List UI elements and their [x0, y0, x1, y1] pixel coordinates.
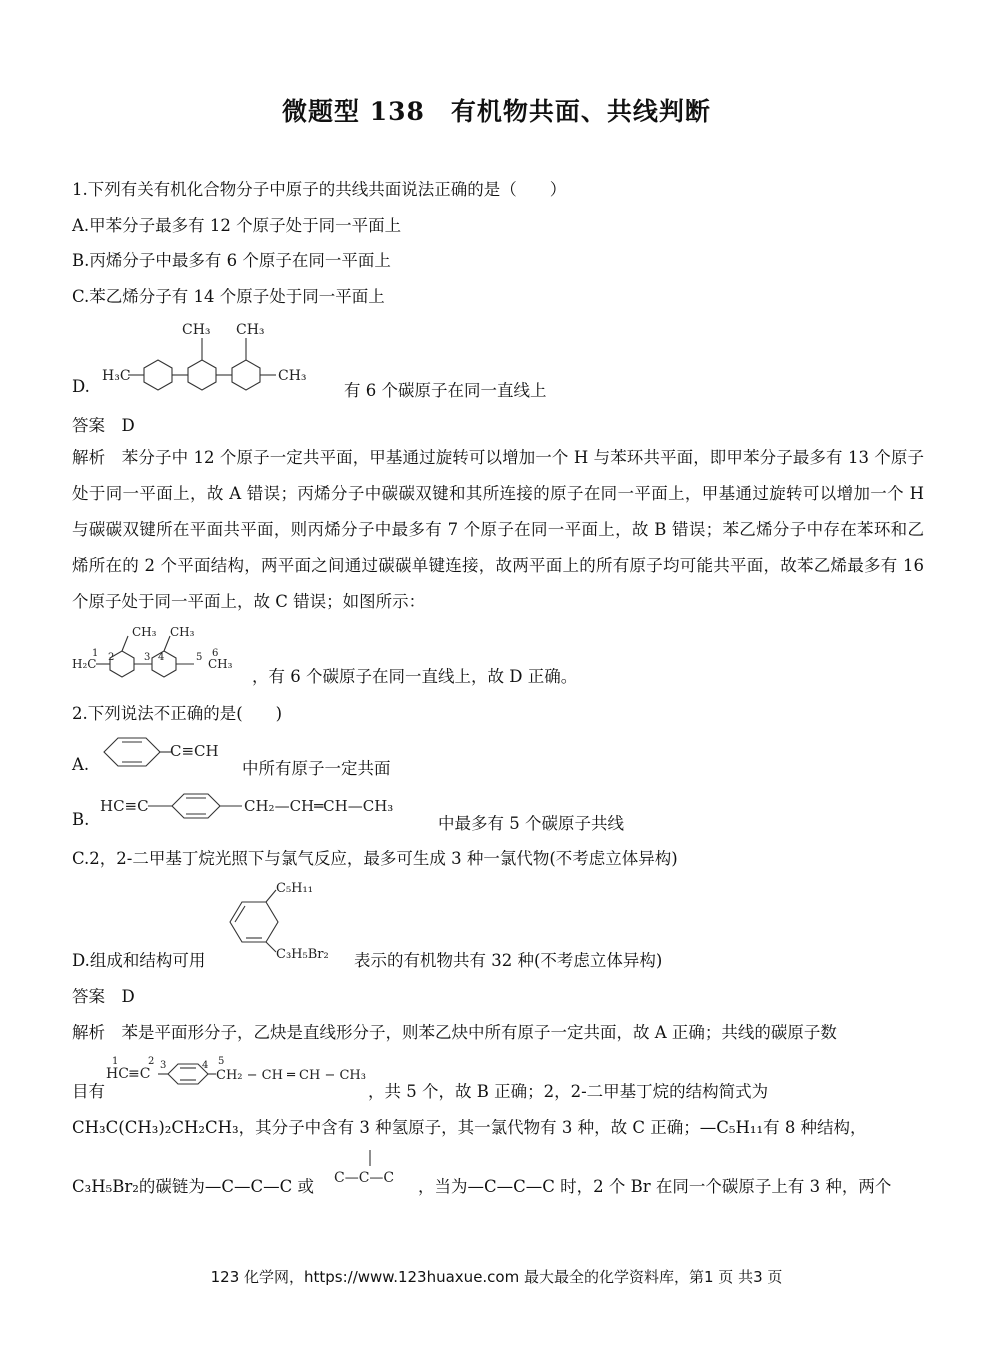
c3h5br2-label: C₃H₅Br₂ — [276, 947, 329, 962]
ans-num-2: 2 — [148, 1056, 155, 1067]
q2-analysis-line1: 解析 苯是平面形分子，乙炔是直线形分子，则苯乙炔中所有原子一定共面，故 A 正确；共线的碳原子数 — [72, 1023, 837, 1042]
q1-option-d-label: D. — [72, 377, 90, 396]
ch3-end-label: CH₃ — [208, 657, 233, 671]
q2-option-c: C.2，2-二甲基丁烷光照下与氯气反应，最多可生成 3 种一氯代物(不考虑立体异构) — [72, 849, 678, 868]
q2-answer: 答案 D — [72, 987, 135, 1006]
hc-triple-c-label: HC≡C — [100, 797, 149, 815]
q2-analysis-line2-pre: 目有 — [72, 1082, 105, 1101]
ch3-top-left: CH₃ — [132, 625, 157, 639]
q2-option-d-text: 表示的有机物共有 32 种(不考虑立体异构) — [354, 951, 663, 970]
q2-stem: 2.下列说法不正确的是( ) — [72, 704, 283, 723]
ch3-label-right: CH₃ — [236, 322, 265, 338]
ans-num-1: 1 — [112, 1056, 119, 1067]
q1-stem: 1.下列有关有机化合物分子中原子的共线共面说法正确的是（ ） — [72, 180, 567, 199]
q1-analysis-structure — [72, 622, 252, 680]
ans-hc-label: HC — [106, 1066, 129, 1082]
ans-num-4: 4 — [202, 1060, 209, 1071]
q1-option-d-text: 有 6 个碳原子在同一直线上 — [344, 381, 547, 400]
num-6: 6 — [212, 648, 219, 659]
ans-chain-label: CH₂ − CH ═ CH − CH₃ — [216, 1068, 366, 1083]
q1-analysis: 解析 苯分子中 12 个原子一定共平面，甲基通过旋转可以增加一个 H 与苯环共平面，即甲苯分子最多有 13 个原子处于同一平面上，故 A 错误；丙烯分子中碳碳双键和其所连接的原子在同一平面上，甲基通过旋转可以增加一个 H 与碳碳双键所在平面共平面，则丙烯分子中最多有 7 个原子在同一平面上，故 B 错误；苯乙烯分子中存在苯环和乙烯所在的 2 个平面结构，两平面之间通过碳碳单键连接，故两平面上的所有原子均可能共平面，故苯乙烯最多有 16 个原子处于同一平面上，故 C 错误；如图所示： — [72, 448, 924, 611]
page-footer: 123 化学网，https://www.123huaxue.com 最大最全的化学资料库，第1 页 共3 页 — [210, 1268, 783, 1286]
q2-analysis-line4-post: ，当为—C—C—C 时，2 个 Br 在同一个碳原子上有 3 种，两个 — [418, 1177, 892, 1196]
h3c-label: H₃C — [102, 368, 131, 384]
q2-analysis-structure — [104, 1052, 368, 1094]
num-4: 4 — [158, 652, 165, 663]
q2-option-b-label: B. — [72, 810, 90, 829]
carbon-chain-branch-structure — [330, 1148, 410, 1190]
q1-answer: 答案 D — [72, 416, 135, 435]
c-c-c-label: C—C—C — [334, 1170, 395, 1186]
q1-d-structure — [98, 316, 338, 398]
q2-option-b-text: 中最多有 5 个碳原子共线 — [438, 814, 624, 833]
q2-analysis-line2-post: ，共 5 个，故 B 正确；2，2-二甲基丁烷的结构简式为 — [368, 1082, 769, 1101]
q2-d-structure — [222, 876, 352, 966]
num-5: 5 — [196, 652, 203, 663]
ch3-top-right: CH₃ — [170, 625, 195, 639]
q2-a-structure — [98, 728, 238, 776]
b-chain-label: CH₂—CH═CH—CH₃ — [244, 797, 394, 815]
num-1: 1 — [92, 648, 99, 659]
ans-num-5: 5 — [218, 1056, 225, 1067]
c-triple-ch-label: C≡CH — [170, 742, 219, 760]
q1-analysis-end: ，有 6 个碳原子在同一直线上，故 D 正确。 — [252, 667, 578, 686]
q2-option-a-text: 中所有原子一定共面 — [242, 759, 391, 778]
page-title: 微题型 138 有机物共面、共线判断 — [282, 97, 711, 126]
q2-option-a-label: A. — [72, 755, 90, 774]
num-3: 3 — [144, 652, 151, 663]
ans-num-3: 3 — [160, 1060, 167, 1071]
num-2: 2 — [108, 652, 115, 663]
h2c-label: H₂C — [72, 657, 97, 671]
q1-option-c: C.苯乙烯分子有 14 个原子处于同一平面上 — [72, 287, 385, 306]
q2-analysis-line3: CH₃C(CH₃)₂CH₂CH₃，其分子中含有 3 种氢原子，其一氯代物有 3 种，故 C 正确；—C₅H₁₁有 8 种结构， — [72, 1118, 867, 1137]
ans-triple-c-label: ≡C — [128, 1066, 151, 1082]
q2-analysis-line4-pre: C₃H₅Br₂的碳链为—C—C—C 或 — [72, 1177, 314, 1196]
q2-option-d-label: D.组成和结构可用 — [72, 951, 206, 970]
q1-option-a: A.甲苯分子最多有 12 个原子处于同一平面上 — [72, 216, 402, 235]
ch3-label-end: CH₃ — [278, 368, 307, 384]
q1-option-b: B.丙烯分子中最多有 6 个原子在同一平面上 — [72, 251, 391, 270]
ch3-label-left: CH₃ — [182, 322, 211, 338]
c5h11-label: C₅H₁₁ — [276, 881, 313, 896]
q2-b-structure — [98, 786, 438, 830]
